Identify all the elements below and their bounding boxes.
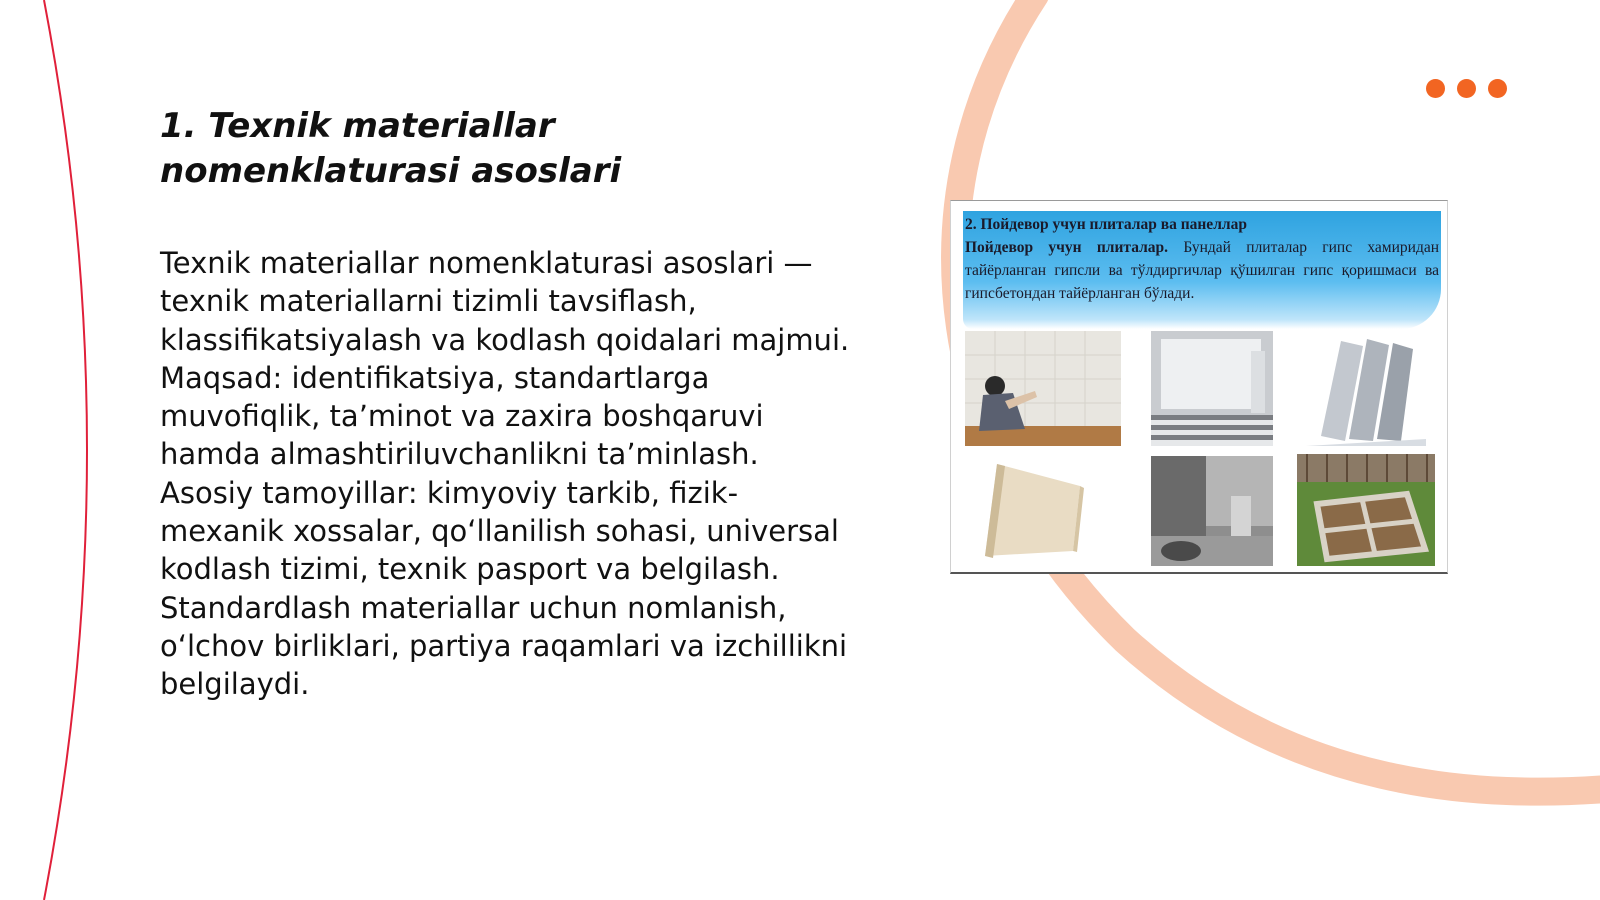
figure-lead: Пойдевор учун плиталар. xyxy=(965,239,1169,256)
illustration-figure xyxy=(950,200,1448,574)
figure-heading: 2. Пойдевор учун плиталар ва панеллар xyxy=(965,216,1247,233)
photo-foundation xyxy=(1297,454,1435,566)
dot-1 xyxy=(1426,79,1445,98)
photo-beige-panel xyxy=(965,456,1121,566)
figure-paragraph-text: Бундай плиталар гипс хамиридан тайёрланган гипсли ва тўлдиргичлар қўшилган гипс қоришмаси ва гипсбетондан тайёрланган бўлади. xyxy=(965,239,1440,302)
photo-tall-panels xyxy=(1301,331,1431,446)
photo-stacked-boards xyxy=(1151,331,1273,446)
dot-3 xyxy=(1488,79,1507,98)
left-curved-line xyxy=(44,0,87,900)
slide-body-text: Texnik materiallar nomenklaturasi asoslari — texnik materiallarni tizimli tavsiflash, klassifikatsiyalash va kodlash qoidalari majmui. Maqsad: identifikatsiya, standartlarga muvofiqlik, ta’minot va zaxira boshqaruvi hamda almashtiriluvchanlikni ta’minlash. Asosiy tamoyillar: kimyoviy tarkib, fizik-mexanik xossalar, qo‘llanilish sohasi, universal kodlash tizimi, texnik pasport va belgilash. Standardlash materiallar uchun nomlanish, o‘lchov birliklari, partiya raqamlari va izchillikni belgilaydi. xyxy=(160,246,850,702)
figure-paragraph xyxy=(965,236,1439,305)
photo-floor-work xyxy=(1151,456,1273,566)
dot-2 xyxy=(1457,79,1476,98)
menu-dots xyxy=(1426,79,1507,98)
photo-wall-installation xyxy=(965,331,1121,446)
slide-title: 1. Texnik materiallar nomenklaturasi asoslari xyxy=(160,106,622,191)
figure-text-block xyxy=(965,213,1439,305)
